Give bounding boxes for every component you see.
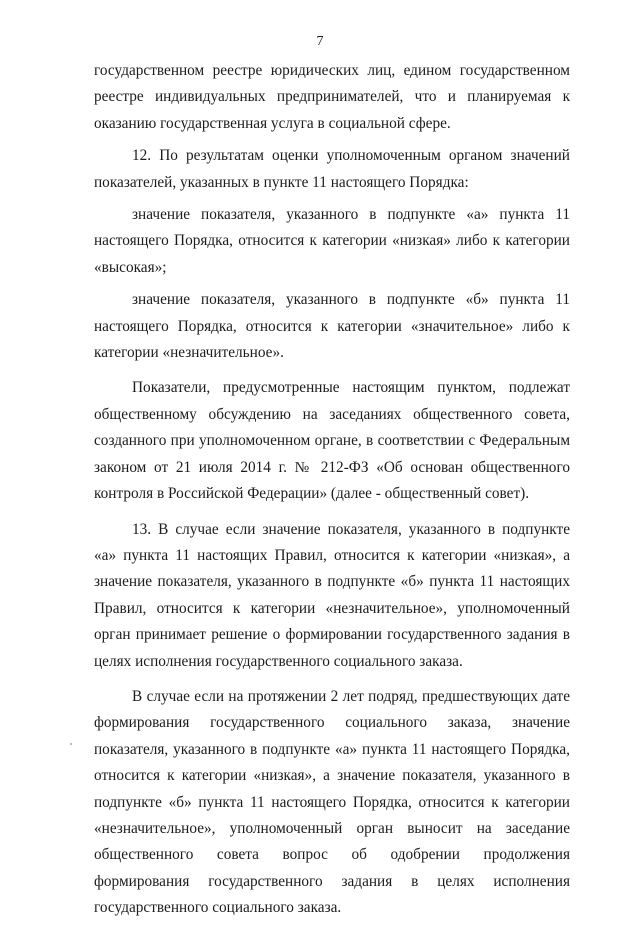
scan-speck — [70, 743, 72, 745]
paragraph-two-years: В случае если на протяжении 2 лет подряд, предшествующих дате формирования государственного социального заказа, значение показателя, указанного в подпункте «а» пункта 11 настоящего Порядка, относится к категории «низкая», а значение показателя, указанного в подпункте «б» пункта 11 настоящего Порядка, относится к категории «незначительное», уполномоченный орган выносит на заседание общественного совета вопрос об одобрении продолжения формирования государственного задания в целях исполнения государственного социального заказа. — [94, 687, 570, 917]
page-number: 7 — [316, 34, 324, 49]
paragraph-item-13: 13. В случае если значение показателя, указанного в подпункте «а» пункта 11 настоящих Правил, относится к категории «низкая», а значение показателя, указанного в подпункте «б» пункта 11 настоящих Правил, относится к категории «незначительное», уполномоченный орган принимает решение о формировании государственного задания в целях исполнения государственного социального заказа. — [94, 520, 570, 670]
paragraph-continuation: государственном реестре юридических лиц, едином государственном реестре индивидуальных предпринимателей, что и планируемая к оказанию государственная услуга в социальной сфере. — [94, 62, 570, 132]
paragraph-indicator-b: значение показателя, указанного в подпункте «б» пункта 11 настоящего Порядка, относится к категории «значительное» либо к категории «незначительное». — [94, 291, 570, 362]
paragraph-public-discussion: Показатели, предусмотренные настоящим пунктом, подлежат общественному обсуждению на заседаниях общественного совета, созданного при уполномоченном органе, в соответствии с Федеральным законом от 21 июля 2014 г. № 212-ФЗ «Об основан общественного контроля в Российской Федерации» (далее - общественный совет). — [94, 379, 570, 503]
document-body — [94, 58, 570, 928]
paragraph-indicator-a: значение показателя, указанного в подпункте «а» пункта 11 настоящего Порядка, относится к категории «низкая» либо к категории «высокая»; — [94, 206, 570, 276]
paragraph-item-12: 12. По результатам оценки уполномоченным органом значений показателей, указанных в пункте 11 настоящего Порядка: — [94, 147, 570, 191]
